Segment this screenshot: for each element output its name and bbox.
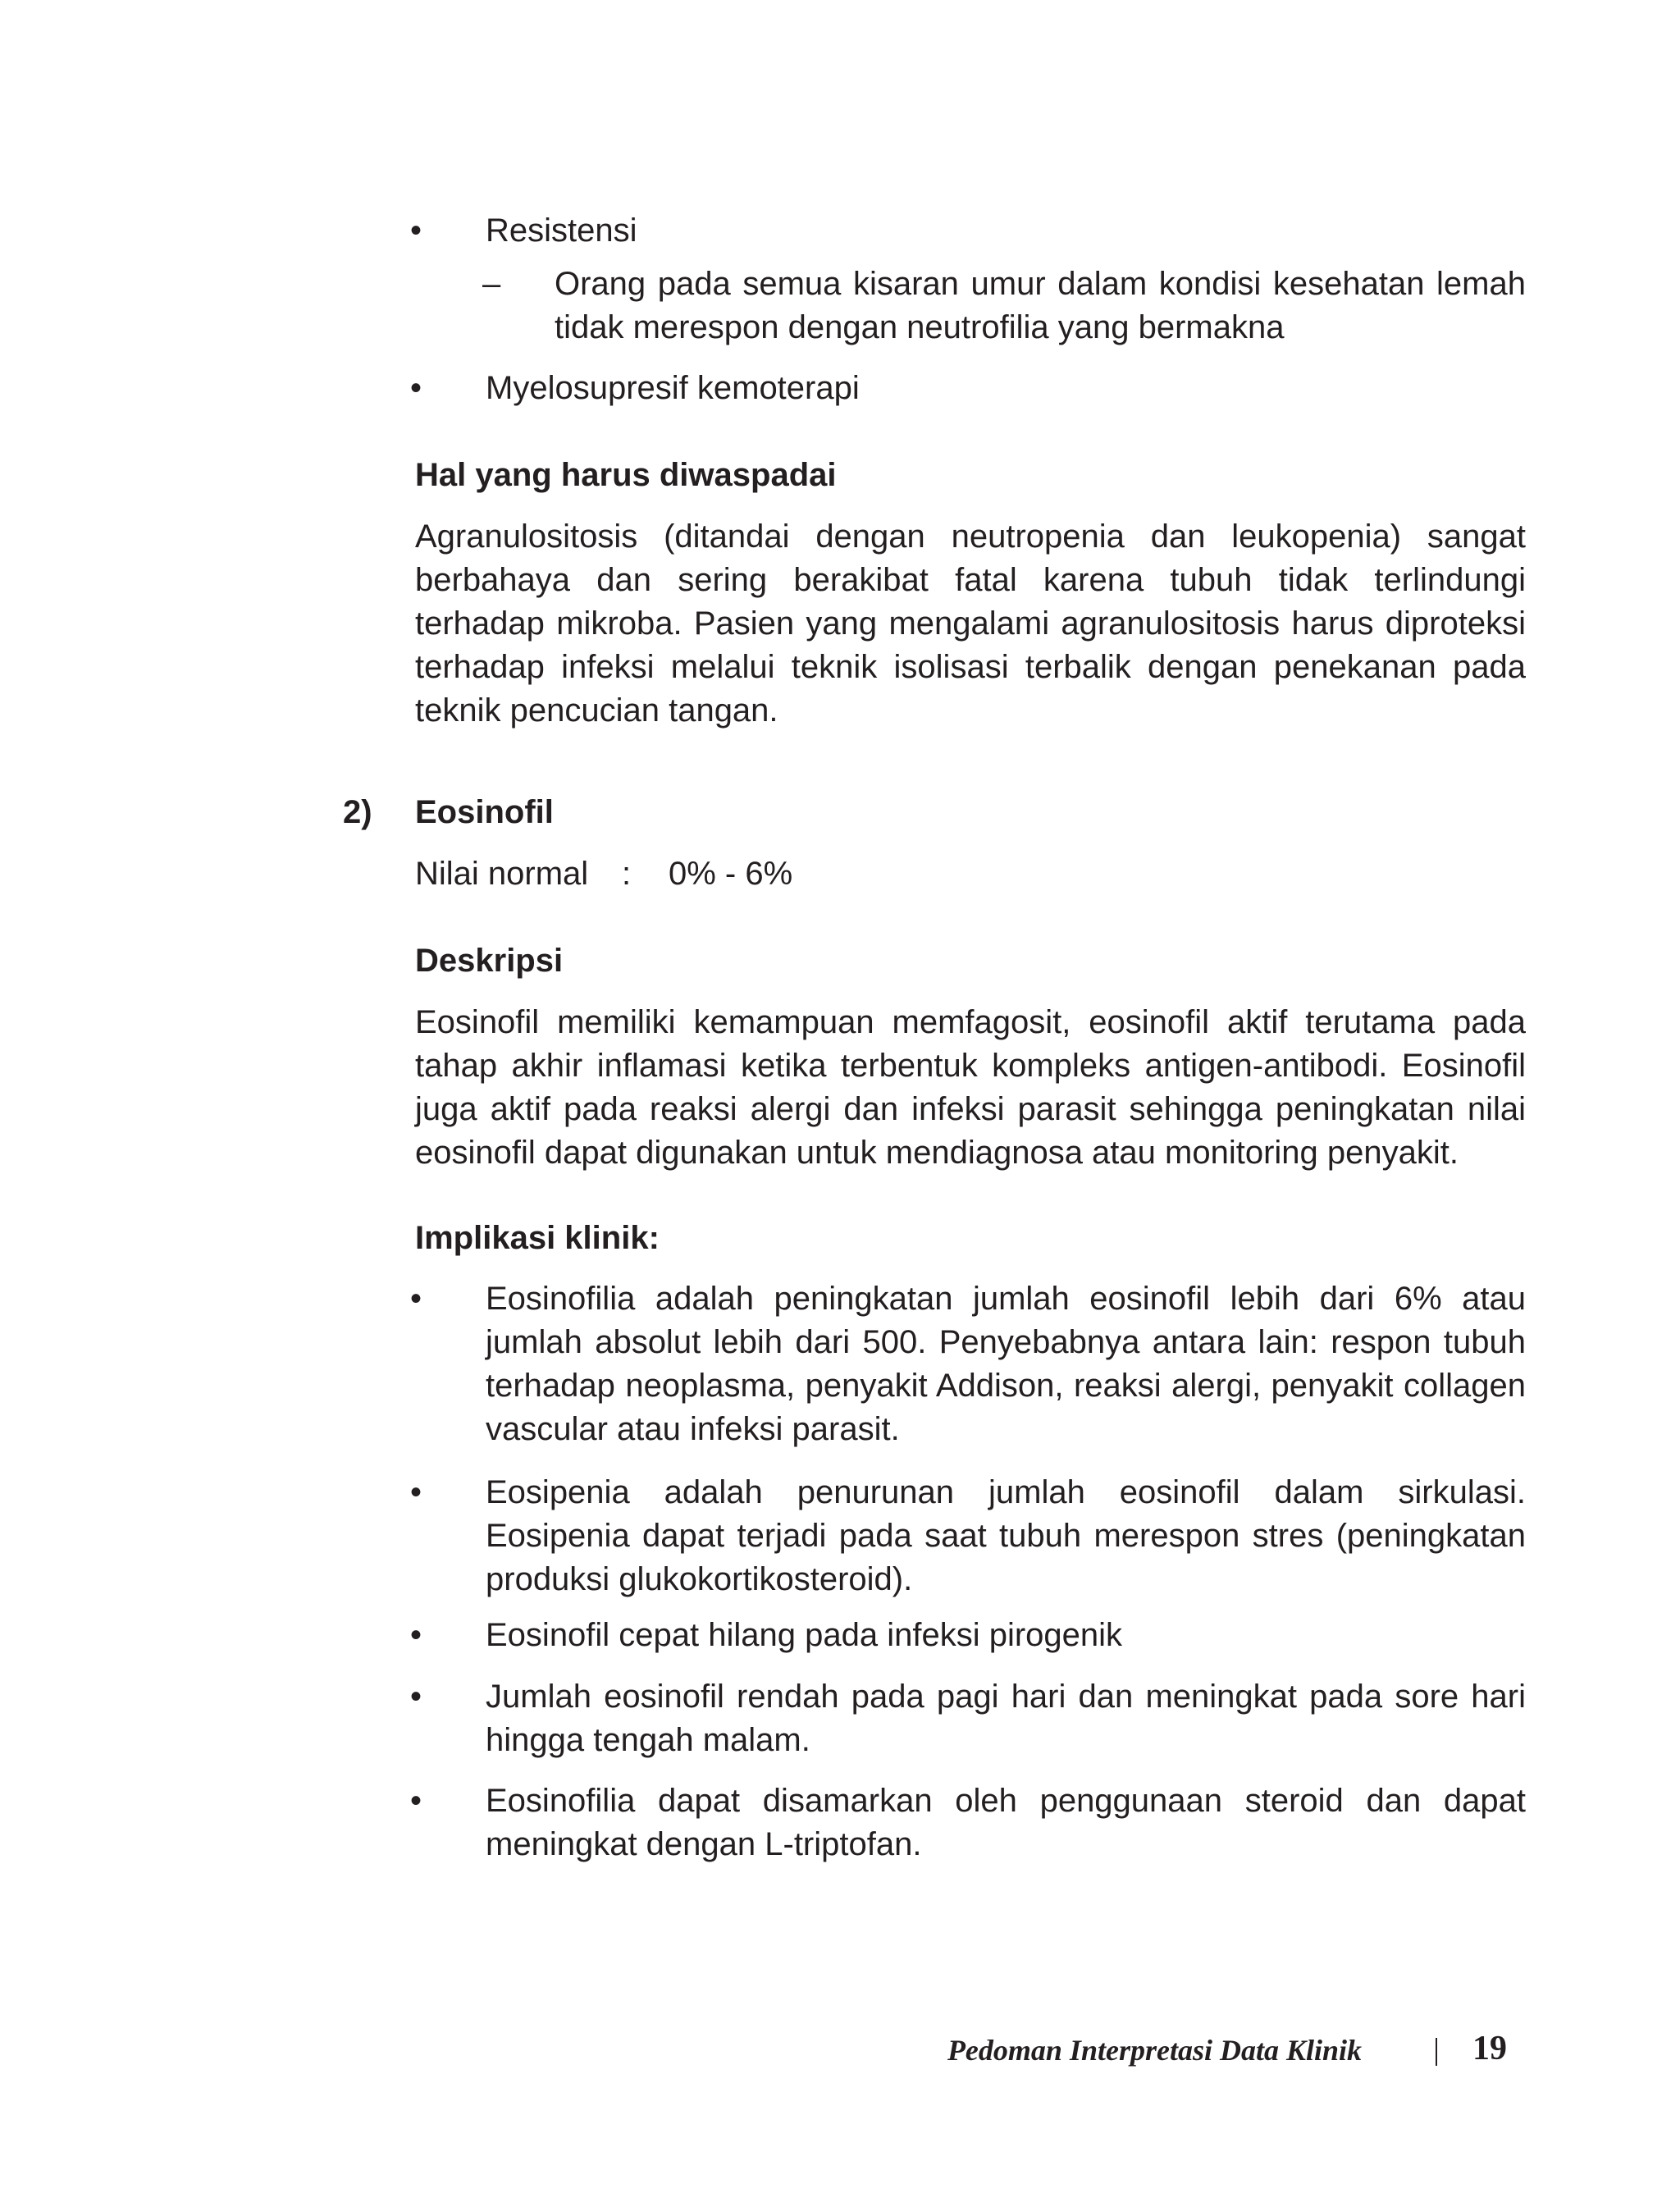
footer-book-title: Pedoman Interpretasi Data Klinik: [947, 2034, 1362, 2067]
bullet-mark: •: [410, 212, 422, 249]
normal-value-row: [415, 852, 793, 896]
bullet-text: Myelosupresif kemoterapi: [486, 370, 860, 406]
bullet-text: Jumlah eosinofil rendah pada pagi hari dan meningkat pada sore hari hingga tengah malam.: [486, 1679, 1526, 1758]
heading-hal-yang-harus-diwaspadai: Hal yang harus diwaspadai: [415, 457, 837, 493]
bullet-text: Resistensi: [486, 212, 637, 249]
dash-text: Orang pada semua kisaran umur dalam kondisi kesehatan lemah tidak merespon dengan neutrofilia yang bermakna: [555, 266, 1526, 345]
footer-divider: [1436, 2038, 1437, 2066]
bullet-text: Eosinofilia adalah peningkatan jumlah eosinofil lebih dari 6% atau jumlah absolut lebih dari 500. Penyebabnya antara lain: respon tubuh terhadap neoplasma, penyakit Addison, reaksi alergi, penyakit collagen vascular atau infeksi parasit.: [486, 1281, 1526, 1447]
bullet-text: Eosipenia adalah penurunan jumlah eosinofil dalam sirkulasi. Eosipenia dapat terjadi pada saat tubuh merespon stres (peningkatan produksi glukokortikosteroid).: [486, 1474, 1526, 1597]
section-title: Eosinofil: [415, 794, 554, 830]
list-item: [410, 1471, 1526, 1601]
heading-deskripsi: Deskripsi: [415, 943, 564, 979]
bullet-text: Eosinofilia dapat disamarkan oleh penggunaan steroid dan dapat meningkat dengan L-triptofan.: [486, 1783, 1526, 1862]
bullet-resistensi: [410, 209, 1526, 253]
list-item: [410, 1277, 1526, 1451]
paragraph-agranulositosis: Agranulositosis (ditandai dengan neutropenia dan leukopenia) sangat berbahaya dan sering berakibat fatal karena tubuh tidak terlindungi terhadap mikroba. Pasien yang mengalami agranulositosis harus diproteksi terhadap infeksi melalui teknik isolisasi terbalik dengan penekanan pada teknik pencucian tangan.: [415, 518, 1526, 729]
bullet-mark: •: [410, 1474, 422, 1510]
list-item: [410, 1779, 1526, 1866]
bullet-mark: •: [410, 1281, 422, 1317]
normal-value-label: Nilai normal: [415, 856, 589, 892]
bullet-mark: •: [410, 1617, 422, 1653]
list-item: [410, 1675, 1526, 1762]
section-number: 2): [343, 794, 372, 830]
bullet-mark: •: [410, 370, 422, 406]
dash-item-resistensi: [482, 263, 1526, 349]
page-number: 19: [1472, 2030, 1507, 2067]
heading-implikasi-klinik: Implikasi klinik:: [415, 1220, 660, 1256]
bullet-text: Eosinofil cepat hilang pada infeksi pirogenik: [486, 1617, 1123, 1653]
bullet-mark: •: [410, 1679, 422, 1715]
dash-mark: –: [482, 266, 501, 302]
normal-value: 0% - 6%: [669, 856, 793, 892]
bullet-mark: •: [410, 1783, 422, 1819]
normal-value-separator: :: [622, 856, 632, 892]
bullet-myelosupresif: [410, 367, 1526, 410]
paragraph-deskripsi: Eosinofil memiliki kemampuan memfagosit, eosinofil aktif terutama pada tahap akhir inflamasi ketika terbentuk kompleks antigen-antibodi. Eosinofil juga aktif pada reaksi alergi dan infeksi parasit sehingga peningkatan nilai eosinofil dapat digunakan untuk mendiagnosa atau monitoring penyakit.: [415, 1004, 1526, 1171]
list-item: [410, 1614, 1526, 1657]
